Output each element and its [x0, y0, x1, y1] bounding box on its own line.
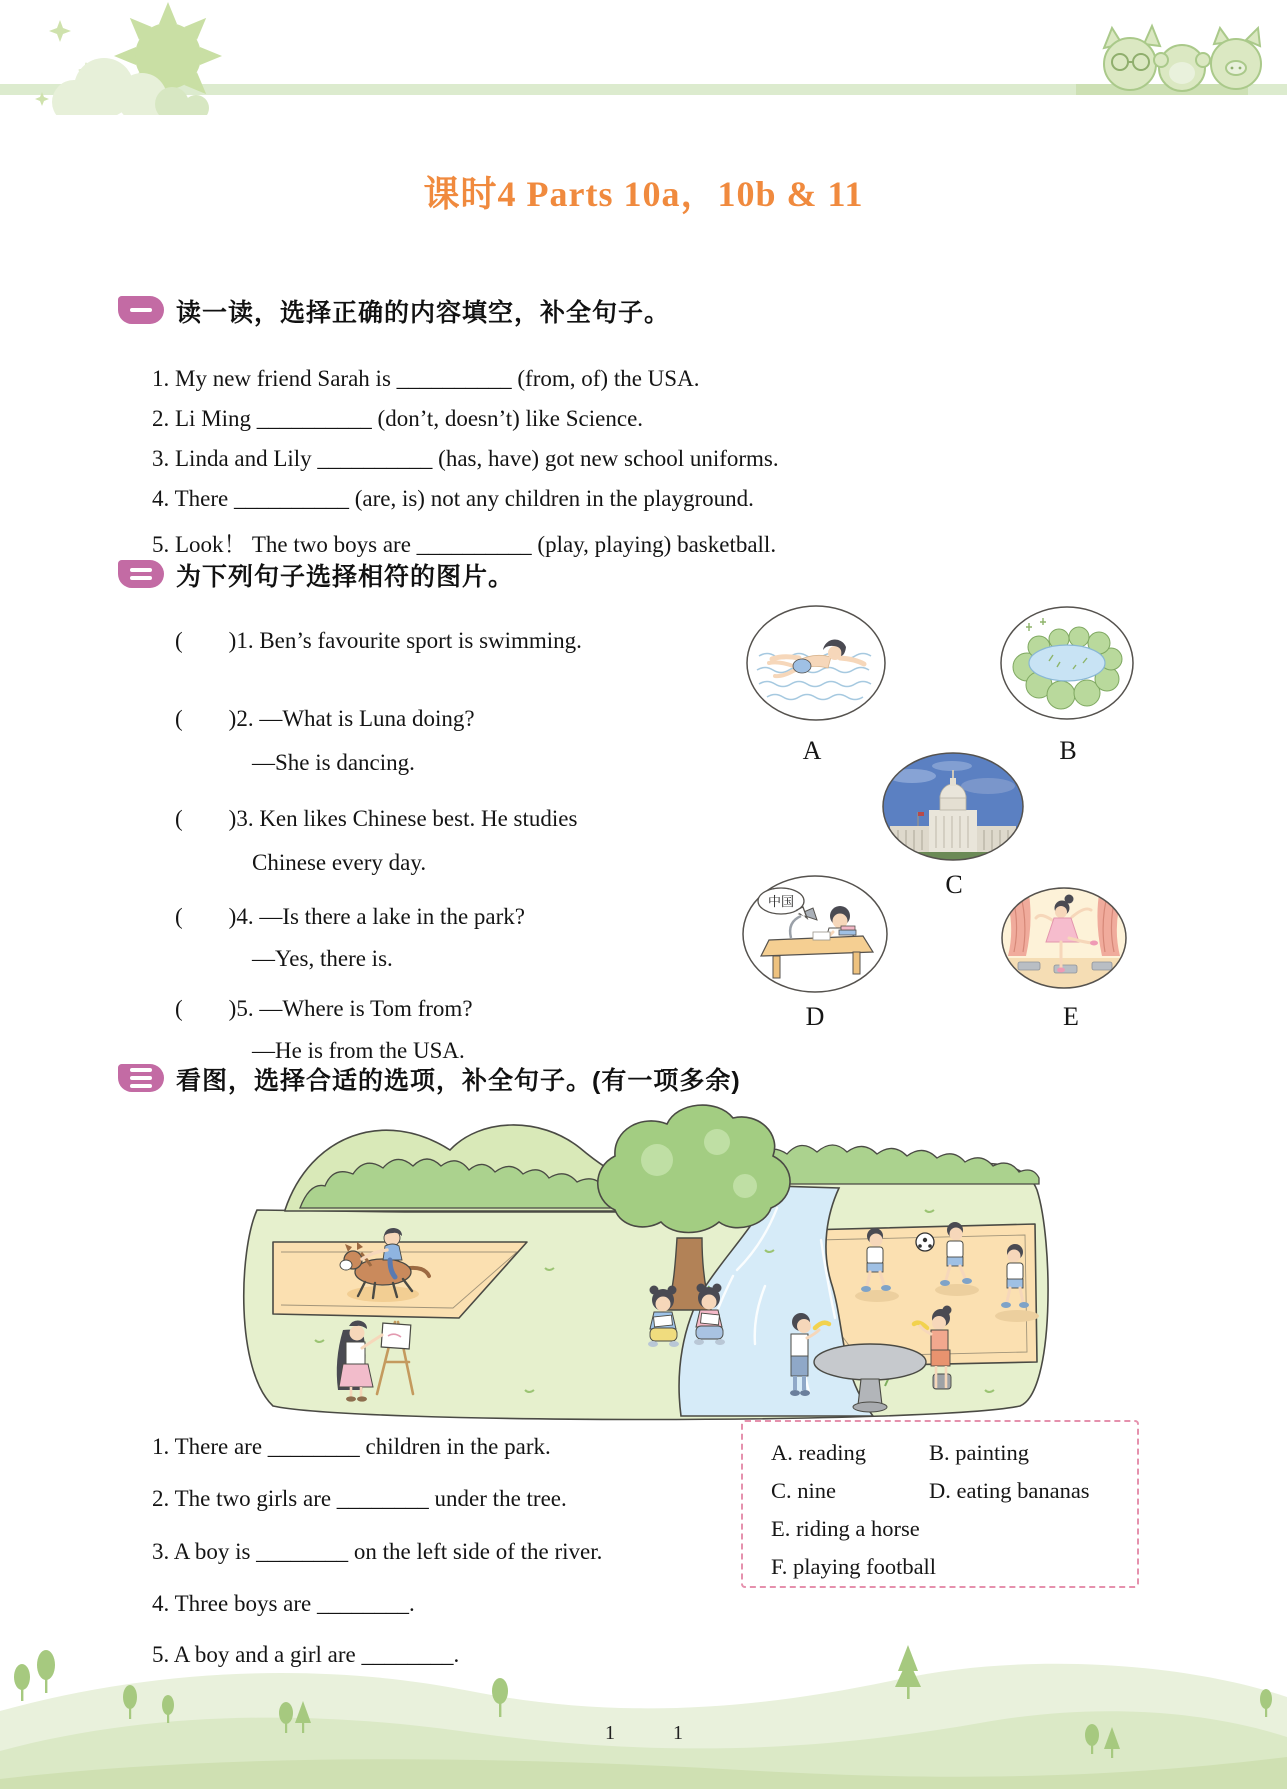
s2-item-3b: Chinese every day.	[252, 850, 427, 875]
s3-item-1: 1. There are ________ children in the park.	[152, 1434, 551, 1459]
s3-item-5: 5. A boy and a girl are ________.	[152, 1642, 460, 1667]
animal-mascots-icon	[1076, 26, 1261, 95]
s2-item-4b: —Yes, there is.	[252, 946, 393, 971]
page-number-left: 1	[605, 1722, 615, 1744]
picture-label-c: C	[945, 870, 963, 899]
picture-b-lake	[999, 605, 1135, 721]
picture-e-dancing	[1000, 886, 1128, 990]
bubble-text: 中国	[767, 894, 795, 909]
option-f: F. playing football	[771, 1554, 937, 1579]
s1-item-4: 4. There __________ (are, is) not any children in the playground.	[152, 486, 754, 511]
picture-label-e: E	[1063, 1002, 1079, 1031]
badge-bar	[130, 1068, 152, 1072]
options-box	[741, 1420, 1139, 1588]
header-decoration	[0, 0, 1287, 115]
badge-bar	[130, 568, 152, 572]
s2-item-5b: —He is from the USA.	[252, 1038, 465, 1063]
page-title: 课时4 Parts 10a，10b & 11	[423, 174, 864, 214]
picture-label-a: A	[802, 736, 822, 765]
option-a: A. reading	[771, 1440, 866, 1465]
s2-item-5: ( )5. —Where is Tom from?	[175, 996, 473, 1021]
s2-item-3: ( )3. Ken likes Chinese best. He studies	[175, 806, 578, 831]
badge-bar	[130, 308, 152, 312]
badge-bar	[130, 576, 152, 580]
s1-item-3: 3. Linda and Lily __________ (has, have) got new school uniforms.	[152, 446, 779, 471]
section2-badge	[118, 560, 164, 588]
park-illustration	[225, 1090, 1060, 1422]
section1-heading: 读一读，选择正确的内容填空，补全句子。	[176, 299, 671, 327]
section3-badge	[118, 1064, 164, 1092]
s2-item-1: ( )1. Ben’s favourite sport is swimming.	[175, 628, 582, 653]
stone-table	[814, 1344, 926, 1380]
picture-d-study	[741, 874, 889, 994]
s1-item-1: 1. My new friend Sarah is __________ (from, of) the USA.	[152, 366, 700, 391]
s2-item-2: ( )2. —What is Luna doing?	[175, 706, 475, 731]
picture-label-d: D	[805, 1002, 825, 1031]
option-e: E. riding a horse	[771, 1516, 920, 1541]
section2-heading: 为下列句子选择相符的图片。	[176, 563, 515, 591]
picture-a-swimming	[745, 604, 887, 722]
option-c: C. nine	[771, 1478, 836, 1503]
picture-label-b: B	[1059, 736, 1077, 765]
section1-badge	[118, 296, 164, 324]
s2-item-4: ( )4. —Is there a lake in the park?	[175, 904, 525, 929]
option-b: B. painting	[929, 1440, 1029, 1465]
badge-bar	[130, 1076, 152, 1080]
lake-water-icon	[1029, 645, 1105, 681]
picture-c-capitol	[882, 752, 1024, 861]
option-d: D. eating bananas	[929, 1478, 1090, 1503]
section3-heading: 看图，选择合适的选项，补全句子。(有一项多余)	[176, 1067, 741, 1095]
s3-item-4: 4. Three boys are ________.	[152, 1591, 415, 1616]
badge-bar	[130, 1084, 152, 1088]
s3-item-2: 2. The two girls are ________ under the tree.	[152, 1486, 567, 1511]
page-number-right: 1	[673, 1722, 683, 1744]
s3-item-3: 3. A boy is ________ on the left side of the river.	[152, 1539, 603, 1564]
s1-item-5: 5. Look！ The two boys are __________ (play, playing) basketball.	[152, 532, 777, 557]
s1-item-2: 2. Li Ming __________ (don’t, doesn’t) like Science.	[152, 406, 644, 431]
footer-decoration	[0, 1639, 1287, 1789]
s2-item-2b: —She is dancing.	[252, 750, 415, 775]
